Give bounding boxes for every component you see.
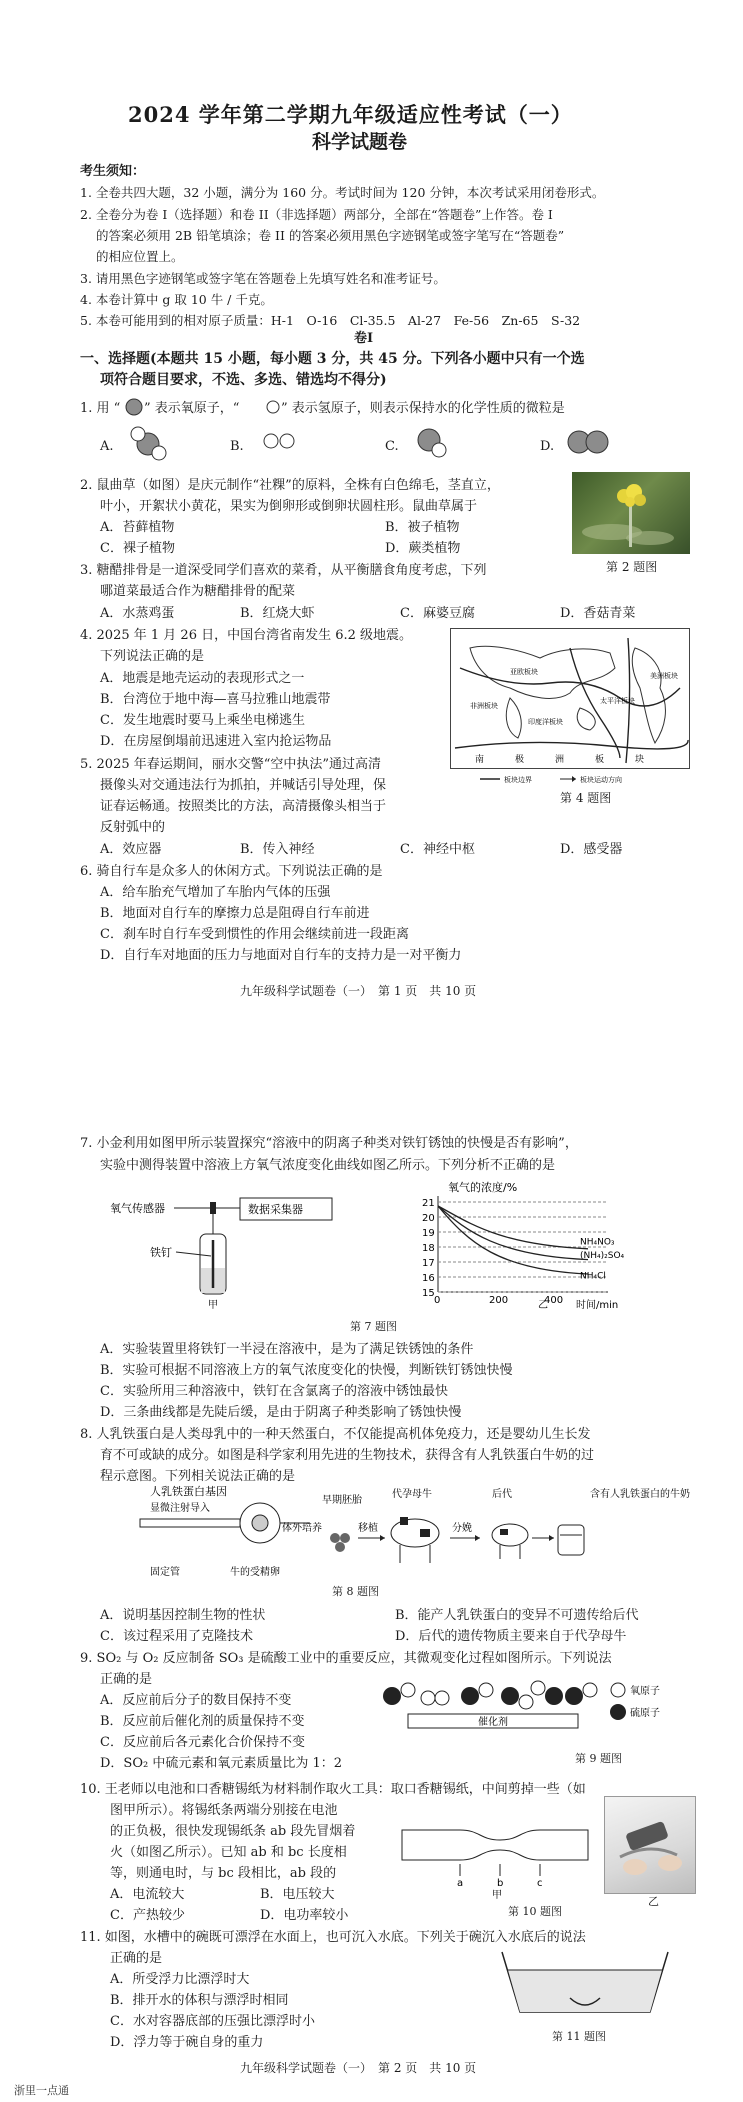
chart-series-label: NH₄NO₃	[580, 1237, 615, 1248]
notice-line: 的相应位置上。	[96, 249, 184, 264]
q6-option: B．地面对自行车的摩擦力总是阻碍自行车前进	[100, 906, 370, 921]
q9-line: 正确的是	[100, 1672, 153, 1687]
q4-option: B．台湾位于地中海—喜马拉雅山地震带	[100, 692, 331, 707]
notice-line: 1. 全卷共四大题，32 小题，满分为 160 分。考试时间为 120 分钟，本次考试采用闭卷形式。	[80, 185, 605, 200]
oxygen-atom-icon	[125, 398, 143, 416]
q7-option: D．三条曲线都是先陡后缓，是由于阴离子种类影响了锈蚀快慢	[100, 1405, 462, 1420]
q5-line: 5. 2025 年春运期间，丽水交警“空中执法”通过高清	[80, 757, 382, 772]
process-label: 移植	[358, 1523, 378, 1534]
chart-ytick: 18	[422, 1243, 435, 1254]
q8-option: A．说明基因控制生物的性状	[100, 1608, 266, 1623]
notice-line: 3. 请用黑色字迹钢笔或签字笔在答题卷上先填写姓名和准考证号。	[80, 271, 446, 286]
chart-ytick: 16	[422, 1273, 435, 1284]
q11-caption: 第 11 题图	[552, 2030, 606, 2043]
chart-xtick: 0	[434, 1295, 441, 1306]
q11-line: 正确的是	[110, 1951, 163, 1966]
chart-ytick: 21	[422, 1198, 435, 1209]
chart-series-line	[438, 1206, 588, 1274]
page-title: 2024 学年第二学期九年级适应性考试（一）	[128, 102, 573, 127]
q11-option: C．水对容器底部的压强比漂浮时小	[110, 2014, 315, 2029]
page-footer: 九年级科学试题卷（一） 第 2 页 共 10 页	[240, 2061, 477, 2075]
chart-ytick: 20	[422, 1213, 435, 1224]
q1-stem-part: ” 表示氢原子，则表示保持水的化学性质的微粒是	[281, 401, 565, 416]
q10-option: C．产热较少	[110, 1908, 185, 1923]
chart-ylabel: 氧气的浓度/%	[448, 1181, 518, 1194]
q10-line: 等，则通电时，与 bc 段相比，ab 段的	[110, 1866, 337, 1881]
q4-caption: 第 4 题图	[560, 791, 612, 805]
process-label: 体外培养	[282, 1523, 322, 1534]
q5-line: 反射弧中的	[100, 820, 166, 835]
battery-foil-photo	[604, 1796, 696, 1894]
apparatus-label: 甲	[208, 1300, 218, 1311]
reaction-legend: 氧原子	[630, 1686, 660, 1697]
process-label: 含有人乳铁蛋白的牛奶	[590, 1489, 690, 1500]
q2-option: D．蕨类植物	[385, 541, 461, 556]
q10-line: 10. 王老师以电池和口香糖锡纸为材料制作取火工具：取口香糖锡纸，中间剪掉一些（如	[80, 1782, 586, 1797]
map-label: 非洲板块	[470, 702, 498, 710]
process-label: 后代	[492, 1489, 512, 1500]
chart-ytick: 19	[422, 1228, 435, 1239]
q5-option: B．传入神经	[240, 842, 315, 857]
oxygen-concentration-chart	[408, 1180, 648, 1310]
chart-sub-label: 乙	[538, 1300, 548, 1311]
cudweed-photo	[572, 472, 690, 554]
apparatus-label: 氧气传感器	[110, 1202, 165, 1215]
q4-option: D．在房屋倒塌前迅速进入室内抢运物品	[100, 734, 332, 749]
section-heading: 一、选择题(本题共 15 小题，每小题 3 分，共 45 分。下列各小题中只有一个选	[80, 351, 585, 367]
q5-option: A．效应器	[100, 842, 162, 857]
q2-option: B．被子植物	[385, 520, 460, 535]
q10-photo-label: 乙	[648, 1895, 659, 1908]
q3-option: D．香菇青菜	[560, 606, 636, 621]
q9-option: C．反应前后各元素化合价保持不变	[100, 1735, 305, 1750]
q9-reaction-diagram	[378, 1676, 678, 1746]
apparatus-label: 数据采集器	[248, 1203, 303, 1216]
q11-water-tank-diagram	[500, 1950, 670, 2020]
map-label: 板	[595, 755, 605, 765]
map-label: 南	[475, 755, 485, 765]
q5-line: 摄像头对交通违法行为抓拍，并喊话引导处理，保	[100, 778, 387, 793]
notice-line: 的答案必须用 2B 铅笔填涂；卷 II 的答案必须用黑色字迹钢笔或签字笔写在“答题卷”	[96, 228, 565, 243]
map-label: 块	[635, 755, 645, 765]
apparatus-label: 铁钉	[150, 1246, 172, 1259]
chart-ytick: 15	[422, 1288, 435, 1299]
volume-heading: 卷I	[354, 331, 374, 346]
q7-line: 7. 小金利用如图甲所示装置探究“溶液中的阴离子种类对铁钉锈蚀的快慢是否有影响”，	[80, 1136, 578, 1151]
tectonic-plate-map	[450, 628, 690, 788]
q8-line: 育不可或缺的成分。如图是科学家利用先进的生物技术，获得含有人乳铁蛋白牛奶的过	[100, 1448, 595, 1463]
q3-option: B．红烧大虾	[240, 606, 315, 621]
chart-series-label: (NH₄)₂SO₄	[580, 1250, 625, 1261]
process-label: 牛的受精卵	[230, 1567, 280, 1578]
q6-option: D．自行车对地面的压力与地面对自行车的支持力是一对平衡力	[100, 948, 462, 963]
q9-option: A．反应前后分子的数目保持不变	[100, 1693, 292, 1708]
q7-option: B．实验可根据不同溶液上方的氧气浓度变化的快慢，判断铁钉锈蚀快慢	[100, 1363, 513, 1378]
chart-xtick: 400	[544, 1295, 564, 1306]
q10-line: 火（如图乙所示）。已知 ab 和 bc 长度相	[110, 1845, 347, 1860]
chart-xtick: 200	[489, 1295, 509, 1306]
q10-line: 图甲所示）。将锡纸条两端分别接在电池	[110, 1803, 338, 1818]
map-label: 洲	[555, 755, 565, 765]
q7-option: C．实验所用三种溶液中，铁钉在含氯离子的溶液中锈蚀最快	[100, 1384, 448, 1399]
q10-line: 的正负极，很快发现锡纸条 ab 段先冒烟着	[110, 1824, 356, 1839]
q4-option: A．地震是地壳运动的表现形式之一	[100, 671, 305, 686]
map-label: 美洲板块	[650, 672, 678, 680]
q8-caption: 第 8 题图	[332, 1585, 379, 1598]
q11-option: A．所受浮力比漂浮时大	[110, 1972, 250, 1987]
molecule-b-icon	[262, 430, 298, 452]
q8-process-diagram	[110, 1483, 690, 1583]
q3-option: C．麻婆豆腐	[400, 606, 475, 621]
chart-series-line	[438, 1206, 588, 1260]
q9-caption: 第 9 题图	[575, 1752, 622, 1765]
q4-option: C．发生地震时要马上乘坐电梯逃生	[100, 713, 305, 728]
foil-label: a	[457, 1878, 464, 1889]
q9-option: B．反应前后催化剂的质量保持不变	[100, 1714, 305, 1729]
q7-option: A．实验装置里将铁钉一半浸在溶液中，是为了满足铁锈蚀的条件	[100, 1342, 474, 1357]
notice-line: 2. 全卷分为卷 I（选择题）和卷 II（非选择题）两部分，全部在“答题卷”上作答。卷 I	[80, 207, 553, 222]
process-label: 固定管	[150, 1567, 180, 1578]
q7-caption: 第 7 题图	[350, 1320, 397, 1333]
q6-option: A．给车胎充气增加了车胎内气体的压强	[100, 885, 331, 900]
page-subtitle: 科学试题卷	[312, 131, 408, 153]
q7-apparatus-diagram	[110, 1190, 350, 1310]
process-label: 代孕母牛	[392, 1489, 432, 1500]
q10-foil-strip-diagram	[400, 1820, 590, 1900]
q10-option: A．电流较大	[110, 1887, 185, 1902]
map-label: 印度洋板块	[528, 718, 563, 726]
q1-option-label: B.	[230, 439, 244, 454]
q11-option: B．排开水的体积与漂浮时相同	[110, 1993, 289, 2008]
q2-line: 2. 鼠曲草（如图）是庆元制作“社粿”的原料，全株有白色绵毛，茎直立，	[80, 478, 500, 493]
map-label: 亚欧板块	[510, 668, 538, 676]
q8-option: C．该过程采用了克隆技术	[100, 1629, 253, 1644]
map-label: 太平洋板块	[600, 697, 635, 705]
map-legend: 板块运动方向	[580, 776, 622, 784]
q5-option: C．神经中枢	[400, 842, 475, 857]
q1-option-label: A.	[100, 439, 114, 454]
q7-line: 实验中测得装置中溶液上方氧气浓度变化曲线如图乙所示。下列分析不正确的是	[100, 1158, 556, 1173]
q2-line: 叶小，开絮状小黄花，果实为倒卵形或倒卵状圆柱形。鼠曲草属于	[100, 499, 478, 514]
q11-line: 11. 如图，水槽中的碗既可漂浮在水面上，也可沉入水底。下列关于碗沉入水底后的说法	[80, 1930, 586, 1945]
map-label: 极	[515, 755, 525, 765]
q3-line: 哪道菜最适合作为糖醋排骨的配菜	[100, 584, 296, 599]
q6-stem: 6. 骑自行车是众多人的休闲方式。下列说法正确的是	[80, 864, 383, 879]
watermark: 浙里一点通	[14, 2084, 69, 2097]
q1-option-label: D.	[540, 439, 555, 454]
notice-line: 4. 本卷计算中 g 取 10 牛 / 千克。	[80, 292, 273, 307]
foil-label: 甲	[492, 1890, 502, 1901]
q6-option: C．刹车时自行车受到惯性的作用会继续前进一段距离	[100, 927, 409, 942]
process-label: 显微注射导入	[150, 1503, 210, 1514]
q9-option: D．SO₂ 中硫元素和氧元素质量比为 1：2	[100, 1756, 343, 1771]
hydrogen-atom-icon	[266, 400, 280, 414]
page-footer: 九年级科学试题卷（一） 第 1 页 共 10 页	[240, 984, 477, 998]
molecule-a-icon	[128, 424, 168, 460]
molecule-d-icon	[565, 428, 613, 456]
notice-line: 5. 本卷可能用到的相对原子质量：H-1 O-16 Cl-35.5 Al-27 Fe-56 Zn-65 S-32	[80, 313, 581, 328]
q10-option: B．电压较大	[260, 1887, 335, 1902]
q8-option: B．能产人乳铁蛋白的变异不可遗传给后代	[395, 1608, 639, 1623]
q10-caption: 第 10 题图	[508, 1905, 562, 1918]
q4-line: 4. 2025 年 1 月 26 日，中国台湾省南发生 6.2 级地震。	[80, 628, 413, 643]
q5-line: 证春运畅通。按照类比的方法，高清摄像头相当于	[100, 799, 387, 814]
q2-option: C．裸子植物	[100, 541, 175, 556]
q8-option: D．后代的遗传物质主要来自于代孕母牛	[395, 1629, 627, 1644]
q8-line: 程示意图。下列相关说法正确的是	[100, 1469, 296, 1484]
q9-line: 9. SO₂ 与 O₂ 反应制备 SO₃ 是硫酸工业中的重要反应，其微观变化过程如图所示。下列说法	[80, 1651, 612, 1666]
q1-option-label: C.	[385, 439, 399, 454]
chart-ytick: 17	[422, 1258, 435, 1269]
map-legend: 板块边界	[504, 776, 532, 784]
q3-line: 3. 糖醋排骨是一道深受同学们喜欢的菜肴，从平衡膳食角度考虑，下列	[80, 563, 487, 578]
chart-series-line	[438, 1206, 588, 1249]
foil-label: b	[497, 1878, 504, 1889]
foil-label: c	[537, 1878, 543, 1889]
q5-option: D．感受器	[560, 842, 623, 857]
q10-option: D．电功率较小	[260, 1908, 349, 1923]
process-label: 分娩	[452, 1523, 472, 1534]
q8-line: 8. 人乳铁蛋白是人类母乳中的一种天然蛋白，不仅能提高机体免疫力，还是婴幼儿生长发	[80, 1427, 591, 1442]
chart-series-label: NH₄Cl	[580, 1271, 606, 1282]
q2-option: A．苔藓植物	[100, 520, 175, 535]
notice-heading: 考生须知：	[80, 164, 146, 179]
q1-stem-part: ” 表示氧原子，“	[144, 401, 240, 416]
process-label: 早期胚胎	[322, 1495, 362, 1506]
reaction-legend: 硫原子	[630, 1708, 660, 1719]
chart-xlabel: 时间/min	[576, 1300, 619, 1311]
q1-stem-part: 1. 用 “	[80, 401, 121, 416]
molecule-c-icon	[415, 424, 451, 460]
q4-line: 下列说法正确的是	[100, 649, 205, 664]
q11-option: D．浮力等于碗自身的重力	[110, 2035, 264, 2050]
q3-option: A．水蒸鸡蛋	[100, 606, 175, 621]
process-label: 人乳铁蛋白基因	[150, 1485, 227, 1498]
reaction-label: 催化剂	[478, 1717, 508, 1728]
section-heading: 项符合题目要求，不选、多选、错选均不得分)	[100, 372, 387, 388]
q2-caption: 第 2 题图	[606, 560, 658, 574]
